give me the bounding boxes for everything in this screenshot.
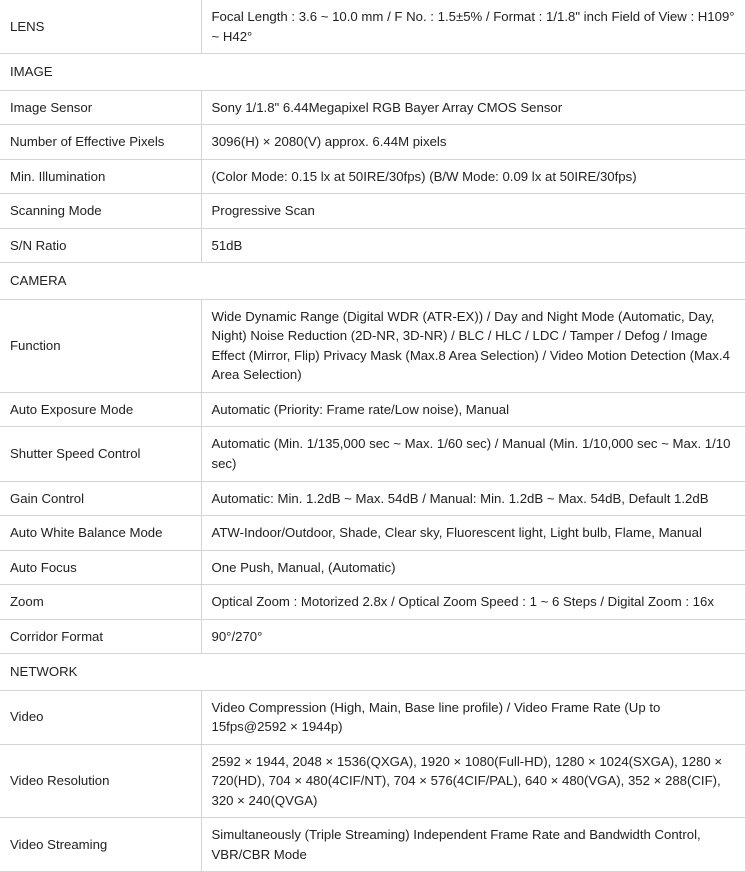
spec-label: Number of Effective Pixels [0, 125, 201, 160]
spec-row [0, 194, 745, 229]
spec-row [0, 481, 745, 516]
spec-value: Automatic (Min. 1/135,000 sec ~ Max. 1/60 sec) / Manual (Min. 1/10,000 sec ~ Max. 1/10 sec) [201, 427, 745, 481]
section-header-row [0, 263, 745, 300]
spec-label: Corridor Format [0, 619, 201, 654]
spec-label: Auto Exposure Mode [0, 392, 201, 427]
spec-label: LENS [0, 0, 201, 54]
spec-label: Video Resolution [0, 744, 201, 818]
spec-row [0, 90, 745, 125]
spec-value: Progressive Scan [201, 194, 745, 229]
spec-row [0, 392, 745, 427]
spec-label: Auto Focus [0, 550, 201, 585]
spec-row [0, 299, 745, 392]
section-header-row [0, 654, 745, 691]
spec-label: S/N Ratio [0, 228, 201, 263]
spec-row [0, 125, 745, 160]
spec-label: Function [0, 299, 201, 392]
section-header-label: NETWORK [0, 654, 745, 691]
section-header-row [0, 54, 745, 91]
spec-label: Auto White Balance Mode [0, 516, 201, 551]
section-header-label: IMAGE [0, 54, 745, 91]
spec-value: Automatic (Priority: Frame rate/Low noise), Manual [201, 392, 745, 427]
spec-value: Automatic: Min. 1.2dB ~ Max. 54dB / Manual: Min. 1.2dB ~ Max. 54dB, Default 1.2dB [201, 481, 745, 516]
spec-value: 90°/270° [201, 619, 745, 654]
spec-label: Min. Illumination [0, 159, 201, 194]
spec-row [0, 516, 745, 551]
spec-row [0, 0, 745, 54]
section-header-label: CAMERA [0, 263, 745, 300]
spec-row [0, 228, 745, 263]
spec-row [0, 744, 745, 818]
spec-value: 51dB [201, 228, 745, 263]
spec-row [0, 818, 745, 872]
spec-value: ATW-Indoor/Outdoor, Shade, Clear sky, Fluorescent light, Light bulb, Flame, Manual [201, 516, 745, 551]
spec-value: Sony 1/1.8" 6.44Megapixel RGB Bayer Array CMOS Sensor [201, 90, 745, 125]
spec-row [0, 690, 745, 744]
spec-row [0, 619, 745, 654]
spec-value: Simultaneously (Triple Streaming) Independent Frame Rate and Bandwidth Control, VBR/CBR Mode [201, 818, 745, 872]
spec-label: Video [0, 690, 201, 744]
spec-value: One Push, Manual, (Automatic) [201, 550, 745, 585]
spec-value: Video Compression (High, Main, Base line profile) / Video Frame Rate (Up to 15fps@2592 × 1944p) [201, 690, 745, 744]
spec-value: 3096(H) × 2080(V) approx. 6.44M pixels [201, 125, 745, 160]
spec-label: Video Streaming [0, 818, 201, 872]
spec-label: Zoom [0, 585, 201, 620]
spec-value: Wide Dynamic Range (Digital WDR (ATR-EX)) / Day and Night Mode (Automatic, Day, Night) Noise Reduction (2D-NR, 3D-NR) / BLC / HLC / LDC / Tamper / Defog / Image Effect (Mirror, Flip) Privacy Mask (Max.8 Area Selection) / Video Motion Detection (Max.4 Area Selection) [201, 299, 745, 392]
spec-row [0, 427, 745, 481]
spec-row [0, 585, 745, 620]
spec-row [0, 550, 745, 585]
spec-label: Gain Control [0, 481, 201, 516]
spec-label: Scanning Mode [0, 194, 201, 229]
spec-value: 2592 × 1944, 2048 × 1536(QXGA), 1920 × 1080(Full-HD), 1280 × 1024(SXGA), 1280 × 720(HD), 704 × 480(4CIF/NT), 704 × 576(4CIF/PAL), 640 × 480(VGA), 352 × 288(CIF), 320 × 240(QVGA) [201, 744, 745, 818]
spec-value: Focal Length : 3.6 ~ 10.0 mm / F No. : 1.5±5% / Format : 1/1.8" inch Field of View : H109° ~ H42° [201, 0, 745, 54]
spec-row [0, 159, 745, 194]
spec-label: Image Sensor [0, 90, 201, 125]
spec-value: Optical Zoom : Motorized 2.8x / Optical Zoom Speed : 1 ~ 6 Steps / Digital Zoom : 16x [201, 585, 745, 620]
spec-value: (Color Mode: 0.15 lx at 50IRE/30fps) (B/W Mode: 0.09 lx at 50IRE/30fps) [201, 159, 745, 194]
spec-label: Shutter Speed Control [0, 427, 201, 481]
